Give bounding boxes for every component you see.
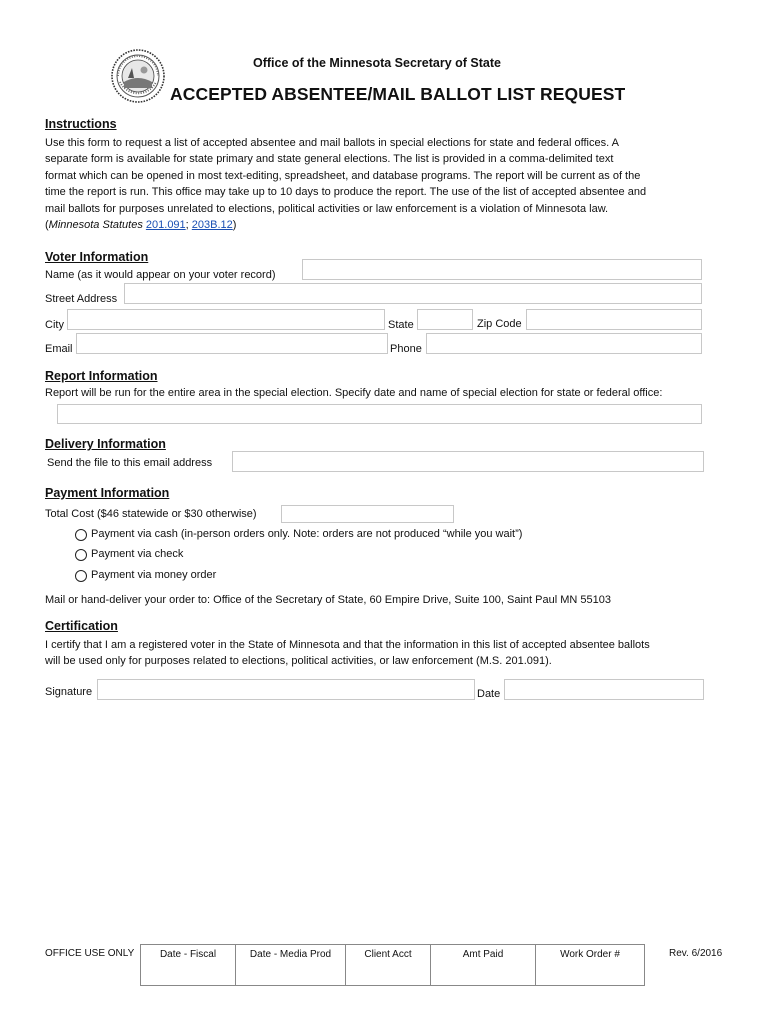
statute-separator: ; [185,219,192,232]
city-field[interactable] [67,309,385,330]
state-field[interactable] [417,309,473,330]
office-name: Office of the Minnesota Secretary of State [253,56,501,70]
delivery-info-heading: Delivery Information [45,437,166,451]
state-label: State [388,319,414,331]
city-label: City [45,319,64,331]
street-address-label: Street Address [45,293,118,305]
instructions-line: mail ballots for purposes unrelated to elections, political activities or law enforcement is a violation of Minnesota law. [45,202,609,215]
statutes-label: Minnesota Statutes [48,219,143,232]
instructions-text [45,135,725,233]
total-cost-label: Total Cost ($46 statewide or $30 otherwise) [45,508,257,520]
payment-check-radio[interactable] [75,549,87,561]
date-field[interactable] [504,679,704,700]
certification-text [45,637,725,670]
signature-label: Signature [45,686,93,698]
payment-cash-radio[interactable] [75,529,87,541]
statutes-close: ) [232,219,237,232]
payment-money-order-radio[interactable] [75,570,87,582]
street-address-field[interactable] [124,283,702,304]
payment-check-label: Payment via check [91,548,184,560]
payment-money-order-label: Payment via money order [91,569,217,581]
certification-heading: Certification [45,619,118,633]
statutes-open: ( [45,219,49,232]
email-label: Email [45,343,73,355]
revision-date: Rev. 6/2016 [669,948,723,959]
instructions-line: Use this form to request a list of accepted absentee and mail ballots in special elections for state and federal offices. A [45,137,619,149]
statute-link-201-091[interactable]: 201.091 [145,219,186,232]
phone-label: Phone [390,343,422,355]
email-field[interactable] [76,333,388,354]
instructions-line: time the report is run. This office may take up to 10 days to produce the report. The use of the list of accepted absentee and [45,186,647,199]
office-use-column-label: Date - Media Prod [249,949,332,960]
office-use-date-media-prod [235,944,346,986]
office-use-column-label: Work Order # [560,949,620,960]
office-use-amt-paid [430,944,536,986]
name-label: Name (as it would appear on your voter record) [45,269,276,281]
statute-link-203b-12[interactable]: 203B.12 [191,219,233,232]
phone-field[interactable] [426,333,702,354]
instructions-line: format which can be opened in most text-editing, spreadsheet, and database programs. The report will be current as of the [45,169,641,182]
voter-info-heading: Voter Information [45,250,149,264]
certification-line: I certify that I am a registered voter in the State of Minnesota and that the information in this list of accepted absentee ballots [45,639,650,651]
instructions-line: separate form is available for state primary and state general elections. The list is provided in a comma-delimited text [45,153,614,166]
minnesota-state-seal-icon [110,48,166,104]
office-use-column-label: Client Acct [364,949,412,960]
certification-line: will be used only for purposes related to elections, political activities, or law enforcement (M.S. 201.091). [45,655,552,668]
report-info-heading: Report Information [45,369,158,383]
mail-instructions: Mail or hand-deliver your order to: Office of the Secretary of State, 60 Empire Drive, Suite 100, Saint Paul MN 55103 [45,594,611,606]
signature-field[interactable] [97,679,475,700]
special-election-field[interactable] [57,404,702,424]
instructions-heading: Instructions [45,117,117,131]
office-use-column-label: Date - Fiscal [159,949,217,960]
zip-code-field[interactable] [526,309,702,330]
office-use-client-acct [345,944,431,986]
name-field[interactable] [302,259,702,280]
payment-info-heading: Payment Information [45,486,170,500]
office-use-work-order [535,944,645,986]
date-label: Date [477,688,501,700]
total-cost-field[interactable] [281,505,454,523]
office-use-column-label: Amt Paid [462,949,504,960]
report-description: Report will be run for the entire area in the special election. Specify date and name of special election for state or federal office: [45,387,663,399]
statutes-citation [45,217,725,233]
payment-cash-label: Payment via cash (in-person orders only. Note: orders are not produced “while you wait”) [91,528,523,540]
delivery-email-label: Send the file to this email address [47,457,213,469]
zip-code-label: Zip Code [477,318,522,330]
office-use-only-label: OFFICE USE ONLY [45,948,135,959]
office-use-date-fiscal [140,944,236,986]
delivery-email-field[interactable] [232,451,704,472]
form-title: ACCEPTED ABSENTEE/MAIL BALLOT LIST REQUEST [170,84,626,104]
